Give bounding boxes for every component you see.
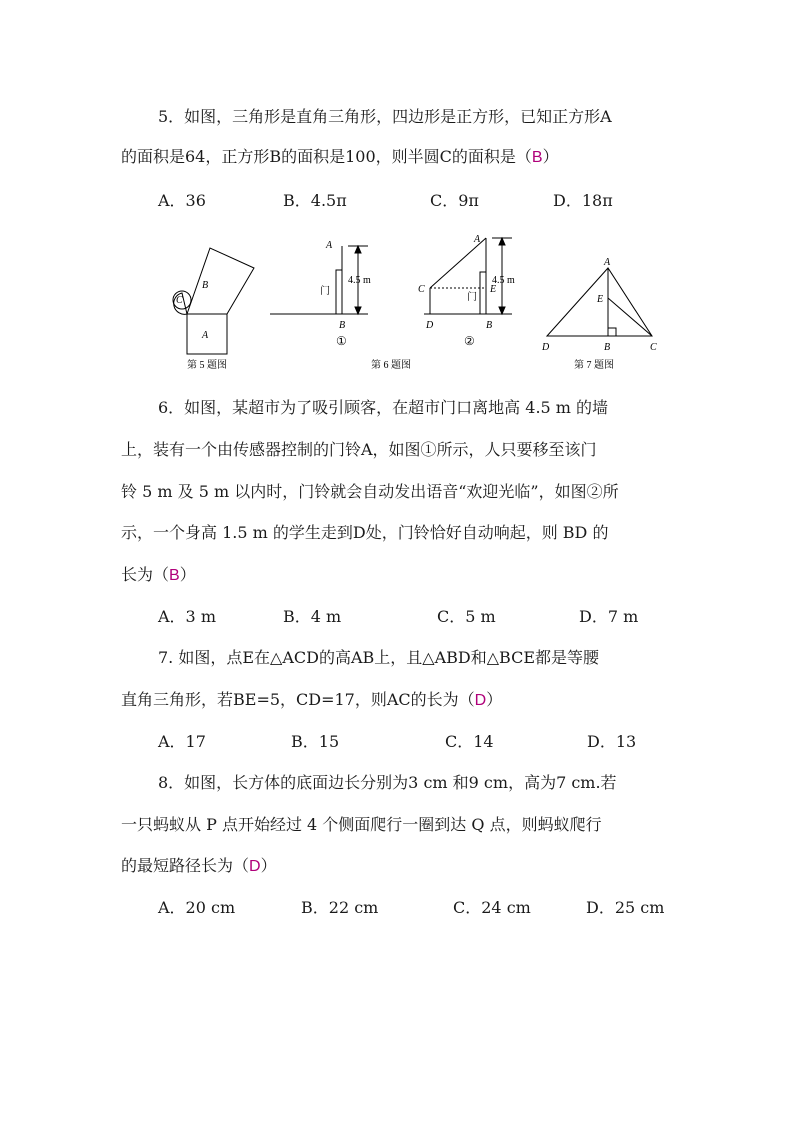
fig7-label-e: E bbox=[597, 294, 604, 305]
q7-answer: D bbox=[474, 692, 487, 709]
q7-option-c: C．14 bbox=[445, 732, 494, 751]
q6-line-4: 示，一个身高 1.5 m 的学生走到D处，门铃恰好自动响起，则 BD 的 bbox=[121, 523, 609, 542]
fig7-label-c: C bbox=[650, 342, 657, 353]
q7-option-d: D．13 bbox=[587, 732, 637, 751]
q7-close: ） bbox=[486, 690, 503, 709]
q5-close: ） bbox=[542, 147, 559, 166]
q5-option-b: B．4.5π bbox=[283, 191, 347, 210]
fig7-label-d: D bbox=[542, 342, 550, 353]
fig6-2-label-e: E bbox=[490, 284, 497, 295]
q6-line-3: 铃 5 m 及 5 m 以内时，门铃就会自动发出语音“欢迎光临”，如图②所 bbox=[121, 482, 619, 501]
q5-option-a: A．36 bbox=[158, 191, 206, 210]
fig5-caption: 第 5 题图 bbox=[187, 360, 227, 371]
fig6-2-height: 4.5 m bbox=[492, 275, 515, 286]
q8-stem: 的最短路径长为（ bbox=[121, 856, 250, 875]
fig6-2-label-a: A bbox=[474, 234, 481, 245]
q8-line-1: 8．如图，长方体的底面边长分别为3 cm 和9 cm，高为7 cm.若 bbox=[158, 773, 617, 792]
fig7-label-b: B bbox=[604, 342, 611, 353]
q8-option-a: A．20 cm bbox=[158, 898, 236, 917]
fig6-circle-1: ① bbox=[336, 334, 347, 348]
q6-option-c: C．5 m bbox=[437, 607, 496, 626]
q6-stem: 长为（ bbox=[121, 565, 170, 584]
fig6-2-label-c: C bbox=[418, 284, 425, 295]
q6-close: ） bbox=[179, 565, 196, 584]
q7-stem: 直角三角形，若BE=5，CD=17，则AC的长为（ bbox=[121, 690, 475, 709]
q8-close: ） bbox=[260, 856, 277, 875]
fig6-1-label-b: B bbox=[339, 320, 346, 331]
q6-option-b: B．4 m bbox=[283, 607, 342, 626]
q8-option-c: C．24 cm bbox=[453, 898, 531, 917]
q7-option-a: A．17 bbox=[158, 732, 206, 751]
q5-stem: 的面积是64，正方形B的面积是100，则半圆C的面积是（ bbox=[121, 147, 532, 166]
q5-option-c: C．9π bbox=[430, 191, 479, 210]
q8-option-b: B．22 cm bbox=[301, 898, 379, 917]
q6-option-d: D．7 m bbox=[579, 607, 639, 626]
fig6-circle-2: ② bbox=[464, 334, 475, 348]
q8-line-2: 一只蚂蚁从 P 点开始经过 4 个侧面爬行一圈到达 Q 点，则蚂蚁爬行 bbox=[121, 815, 602, 834]
fig5-label-b: B bbox=[202, 280, 209, 291]
figures-row bbox=[160, 230, 670, 380]
q5-line-1: 5．如图，三角形是直角三角形，四边形是正方形，已知正方形A bbox=[158, 107, 612, 126]
fig5-label-c: C bbox=[176, 295, 183, 306]
fig6-2-label-b: B bbox=[486, 320, 493, 331]
q6-line-2: 上，装有一个由传感器控制的门铃A，如图①所示，人只要移至该门 bbox=[121, 440, 597, 459]
q8-line-3 bbox=[121, 855, 277, 878]
q6-option-a: A．3 m bbox=[158, 607, 216, 626]
q5-option-d: D．18π bbox=[553, 191, 613, 210]
q7-line-2 bbox=[121, 689, 502, 712]
fig7-label-a: A bbox=[604, 257, 611, 268]
fig6-caption: 第 6 题图 bbox=[371, 360, 411, 371]
fig6-2-label-d: D bbox=[426, 320, 434, 331]
q5-line-2 bbox=[121, 146, 559, 169]
fig6-2-door: 门 bbox=[467, 292, 477, 303]
q8-option-d: D．25 cm bbox=[586, 898, 665, 917]
fig7-caption: 第 7 题图 bbox=[574, 360, 614, 371]
q7-line-1: 7. 如图，点E在△ACD的高AB上，且△ABD和△BCE都是等腰 bbox=[158, 648, 600, 667]
q8-answer: D bbox=[249, 858, 261, 875]
q6-line-1: 6．如图，某超市为了吸引顾客，在超市门口离地高 4.5 m 的墙 bbox=[158, 398, 609, 417]
q5-answer: B bbox=[531, 149, 543, 166]
figure-5 bbox=[173, 248, 254, 354]
q7-option-b: B．15 bbox=[291, 732, 340, 751]
fig5-label-a: A bbox=[202, 330, 209, 341]
q6-line-5 bbox=[121, 564, 196, 587]
fig6-1-door: 门 bbox=[320, 286, 330, 297]
fig6-1-label-a: A bbox=[326, 240, 333, 251]
q6-answer: B bbox=[169, 567, 180, 584]
fig6-1-height: 4.5 m bbox=[348, 275, 371, 286]
